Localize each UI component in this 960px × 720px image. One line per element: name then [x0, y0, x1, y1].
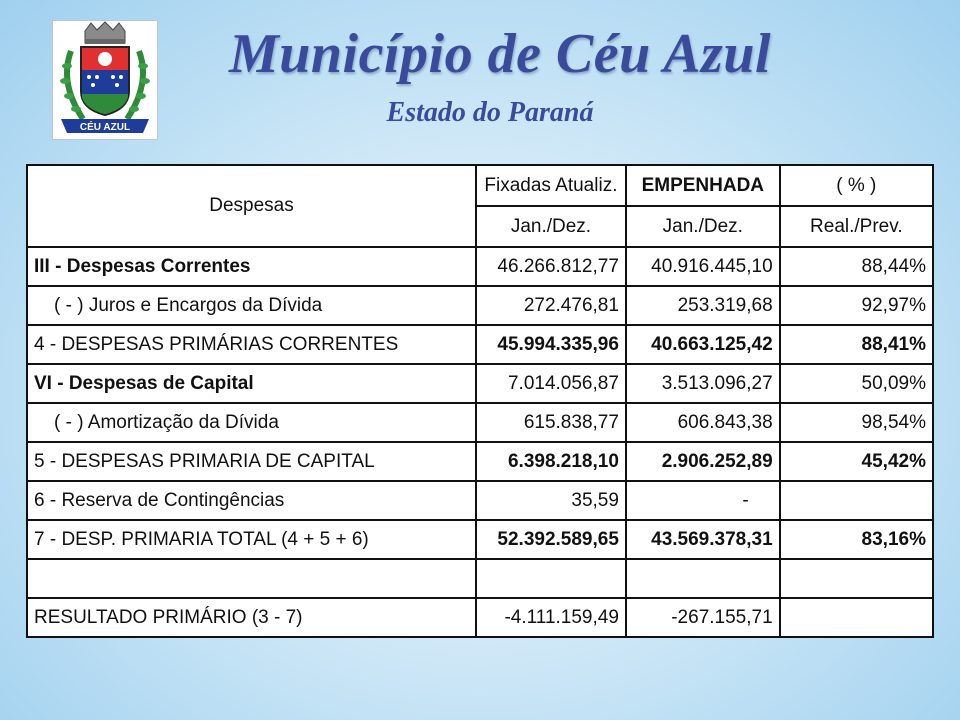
row-fixadas: 52.392.589,65 [476, 520, 626, 559]
row-fixadas: -4.111.159,49 [476, 598, 626, 637]
period-header-2: Jan./Dez. [626, 206, 780, 247]
row-percent: 45,42% [780, 442, 933, 481]
empenhada-header: EMPENHADA [626, 165, 780, 206]
row-empenhada: 43.569.378,31 [626, 520, 780, 559]
table-row [27, 286, 933, 325]
row-fixadas [476, 559, 626, 598]
table-row [27, 442, 933, 481]
table-row-empty [27, 559, 933, 598]
table-row [27, 481, 933, 520]
table-header-row [27, 165, 933, 206]
row-fixadas: 45.994.335,96 [476, 325, 626, 364]
row-empenhada: 2.906.252,89 [626, 442, 780, 481]
row-empenhada: 40.663.125,42 [626, 325, 780, 364]
row-percent: 50,09% [780, 364, 933, 403]
row-label: RESULTADO PRIMÁRIO (3 - 7) [27, 598, 476, 637]
fixadas-header: Fixadas Atualiz. [476, 165, 626, 206]
percent-header: ( % ) [780, 165, 933, 206]
table-row [27, 598, 933, 637]
row-fixadas: 46.266.812,77 [476, 247, 626, 286]
row-percent [780, 598, 933, 637]
row-fixadas: 6.398.218,10 [476, 442, 626, 481]
logo-ribbon-text: CÉU AZUL [79, 122, 131, 133]
row-empenhada: 606.843,38 [626, 403, 780, 442]
row-empenhada: 3.513.096,27 [626, 364, 780, 403]
despesas-header: Despesas [27, 165, 476, 247]
page-subtitle: Estado do Paraná [386, 97, 594, 128]
municipal-coat-of-arms [52, 20, 158, 140]
period-header-1: Jan./Dez. [476, 206, 626, 247]
ratio-header: Real./Prev. [780, 206, 933, 247]
row-label: 5 - DESPESAS PRIMARIA DE CAPITAL [27, 442, 476, 481]
table-row [27, 247, 933, 286]
row-empenhada [626, 559, 780, 598]
row-percent [780, 559, 933, 598]
row-fixadas: 7.014.056,87 [476, 364, 626, 403]
row-empenhada: - [626, 481, 780, 520]
coat-of-arms-icon [53, 21, 157, 139]
row-label: 7 - DESP. PRIMARIA TOTAL (4 + 5 + 6) [27, 520, 476, 559]
page-title: Município de Céu Azul [228, 23, 772, 85]
row-empenhada: -267.155,71 [626, 598, 780, 637]
row-fixadas: 35,59 [476, 481, 626, 520]
row-label: 4 - DESPESAS PRIMÁRIAS CORRENTES [27, 325, 476, 364]
row-label: 6 - Reserva de Contingências [27, 481, 476, 520]
row-percent [780, 481, 933, 520]
row-label: ( - ) Amortização da Dívida [27, 403, 476, 442]
row-percent: 83,16% [780, 520, 933, 559]
table-row [27, 520, 933, 559]
row-percent: 98,54% [780, 403, 933, 442]
table-row [27, 403, 933, 442]
row-fixadas: 615.838,77 [476, 403, 626, 442]
row-empenhada: 40.916.445,10 [626, 247, 780, 286]
expenses-table [26, 164, 934, 638]
row-label: III - Despesas Correntes [27, 247, 476, 286]
row-percent: 88,44% [780, 247, 933, 286]
table-row [27, 364, 933, 403]
row-label: ( - ) Juros e Encargos da Dívida [27, 286, 476, 325]
row-percent: 88,41% [780, 325, 933, 364]
row-empenhada: 253.319,68 [626, 286, 780, 325]
table-row [27, 325, 933, 364]
row-label: VI - Despesas de Capital [27, 364, 476, 403]
row-label [27, 559, 476, 598]
row-fixadas: 272.476,81 [476, 286, 626, 325]
row-percent: 92,97% [780, 286, 933, 325]
